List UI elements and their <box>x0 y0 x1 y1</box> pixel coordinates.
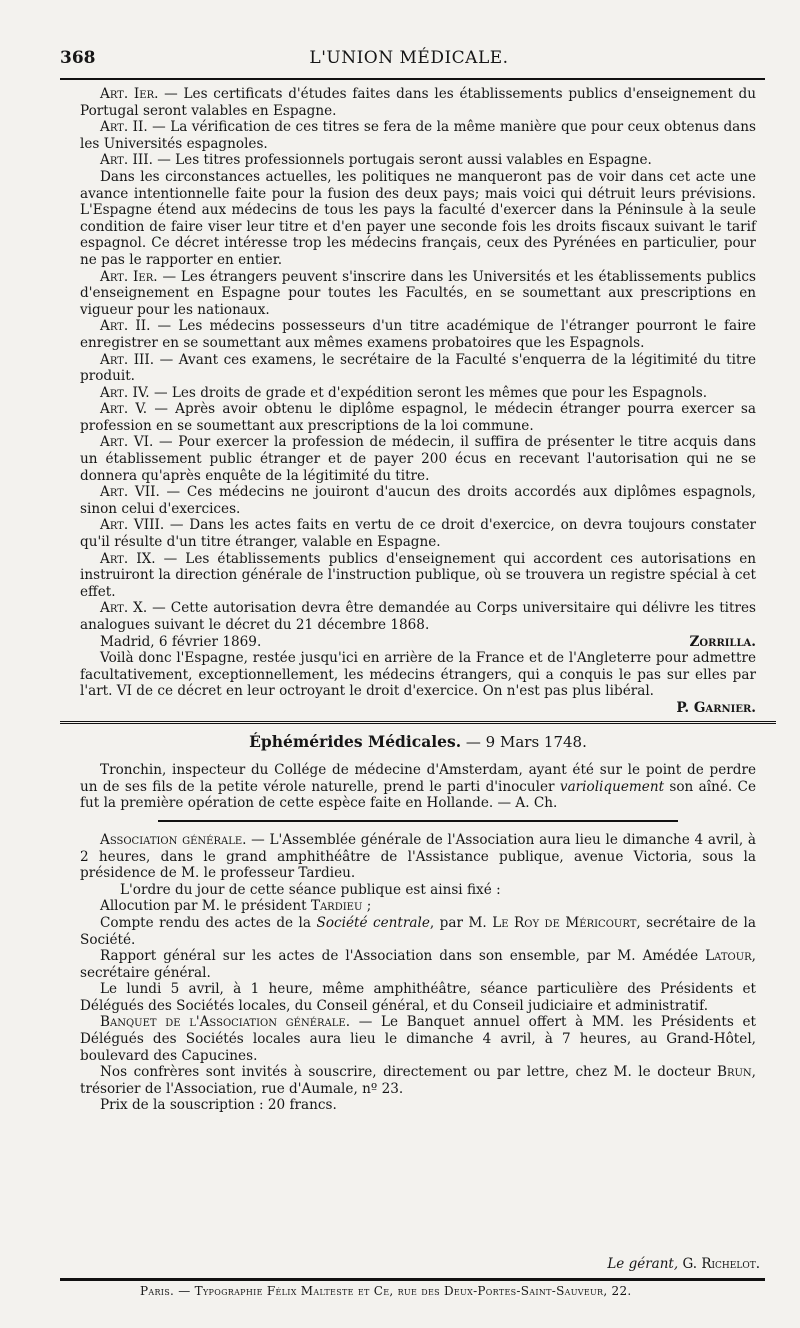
article-label: Art. Ier. <box>100 86 159 102</box>
decree2-article <box>80 517 756 550</box>
association-lead: Association générale. <box>100 831 247 848</box>
gerant-line <box>607 1256 760 1272</box>
banquet-price: Prix de la souscription : 20 francs. <box>100 1097 337 1114</box>
item-text-b: , par M. <box>429 914 493 931</box>
header-rule <box>60 78 765 80</box>
footer-rule <box>60 1278 765 1281</box>
article-label: Art. III. <box>100 152 153 169</box>
invite-name: Brun <box>716 1064 752 1081</box>
banquet-lead: Banquet de l'Association générale. <box>100 1014 351 1031</box>
article-text: — Les titres professionnels portugais seront aussi valables en Espagne. <box>152 152 652 169</box>
item-text-c: , secrétaire de la Société. <box>80 914 756 948</box>
decree-signature <box>100 634 756 651</box>
agenda-item-2 <box>80 915 756 948</box>
item-text: Rapport général sur les actes de l'Association dans son ensemble, par M. Amédée <box>100 948 706 965</box>
article-text: — Les droits de grade et d'expédition seront les mêmes que pour les Espagnols. <box>149 384 708 401</box>
decree2-article <box>80 551 756 601</box>
item-end: ; <box>362 898 372 915</box>
decree2-article <box>80 385 756 402</box>
article-text: — Les médecins possesseurs d'un titre académique de l'étranger pourront le faire enregistrer en se soumettant aux mêmes examens probatoires que les Espagnols. <box>80 318 756 351</box>
article-text: — Après avoir obtenu le diplôme espagnol, le médecin étranger pourra exercer sa profession en se soumettant aux prescriptions de la loi commune. <box>80 401 756 434</box>
ephemerides-date: — 9 Mars 1748. <box>461 732 587 751</box>
decree2-article <box>80 401 756 434</box>
article-label: Art. VI. <box>100 434 154 451</box>
item-text-b: , secrétaire général. <box>80 948 756 981</box>
section-rule <box>158 820 678 822</box>
article-text: — Les établissements publics d'enseignement qui accordent ces autorisations en instruiront la direction générale de l'instruction publique, où se trouvera un registre spécial à cet effet. <box>80 550 756 600</box>
ephemerides-heading <box>80 731 756 751</box>
gerant-name: G. Richelot. <box>682 1256 760 1272</box>
article-label: Art. IX. <box>100 550 156 567</box>
ephemerides-text <box>80 762 756 812</box>
section-double-rule <box>60 721 776 724</box>
decree2-article <box>80 484 756 517</box>
printer-imprint: Paris. — Typographie Félix Malteste et Ce, rue des Deux-Portes-Saint-Sauveur, 22. <box>140 1284 632 1298</box>
item-name: Le Roy de Méricourt <box>492 914 637 931</box>
article-text: — Les certificats d'études faites dans les établissements publics d'enseignement du Portugal seront valables en Espagne. <box>80 86 756 119</box>
decree2-article <box>80 352 756 385</box>
invite-text: Nos confrères sont invités à souscrire, directement ou par lettre, chez M. le docteur <box>100 1064 717 1081</box>
article-text: — Pour exercer la profession de médecin, il suffira de présenter le titre acquis dans un établissement public étranger et de payer 200 écus en recevant l'autorisation qui ne se donnera qu'après enquête de la légitimité du titre. <box>80 434 756 484</box>
author: P. Garnier. <box>676 699 756 716</box>
banquet-invite <box>80 1064 756 1097</box>
article-text: — La vérification de ces titres se fera de la même manière que pour ceux obtenus dans les Universités espagnoles. <box>80 119 756 152</box>
decree1-art2 <box>80 119 756 152</box>
decree2-article <box>80 434 756 484</box>
conclusion-paragraph: Voilà donc l'Espagne, restée jusqu'ici en arrière de la France et de l'Angleterre pour admettre facultativement, exceptionnellement, les médecins étrangers, qui a conquis le pas sur elles par l'art. VI de ce décret en leur octroyant le droit d'exercice. On n'est pas plus libéral. <box>80 650 756 700</box>
article-text: — Dans les actes faits en vertu de ce droit d'exercice, on devra toujours constater qu'il résulte d'un titre étranger, valable en Espagne. <box>80 517 756 551</box>
article-label: Art. V. <box>100 401 148 418</box>
article-text: — Les étrangers peuvent s'inscrire dans les Universités et les établissements publics d'enseignement en Espagne pour toutes les Facultés, en se soumettant aux prescriptions en vigueur pour les nationaux. <box>80 268 756 318</box>
decree2-article <box>80 269 756 319</box>
agenda-item-1 <box>80 898 756 915</box>
article-label: Art. VII. <box>100 484 160 501</box>
association-intro <box>80 832 756 882</box>
article-text: — Avant ces examens, le secrétaire de la Faculté s'enquerra de la légitimité du titre produit. <box>80 351 756 385</box>
decree2-article <box>80 600 756 633</box>
article-text: — Cette autorisation devra être demandée au Corps universitaire qui délivre les titres analogues suivant le décret du 21 décembre 1868. <box>80 600 756 633</box>
decree1-art1 <box>80 86 756 119</box>
order-intro: L'ordre du jour de cette séance publique est ainsi fixé : <box>120 881 501 898</box>
decree2-article <box>80 318 756 351</box>
journal-title: L'UNION MÉDICALE. <box>309 48 509 68</box>
article-label: Art. Ier. <box>100 268 158 285</box>
signatory: Zorrilla. <box>689 633 756 650</box>
article-label: Art. VIII. <box>100 517 165 534</box>
item-text: Compte rendu des actes de la <box>100 914 317 931</box>
gerant-label: Le gérant, <box>607 1256 679 1272</box>
decree1-art3 <box>80 152 756 169</box>
item-name: Latour <box>705 948 752 965</box>
page-number: 368 <box>60 48 96 68</box>
place-date: Madrid, 6 février 1869. <box>100 633 262 650</box>
article-body <box>80 86 756 1114</box>
commentary-paragraph: Dans les circonstances actuelles, les politiques ne manqueront pas de voir dans cet acte une avance intentionnelle faite pour la fusion des deux pays; mais voici qui détruit leurs prévisions. L'Espagne étend aux médecins de tous les pays la faculté d'exercer dans la Péninsule à la seule condition de faire viser leur titre et d'en payer une seconde fois les droits fiscaux suivant le tarif espagnol. Ce décret intéresse trop les médecins français, ceux des Pyrénées en particulier, pour ne pas le rapporter en entier. <box>80 168 756 268</box>
page-header <box>60 48 758 74</box>
banquet-text: — Le Banquet annuel offert à MM. les Présidents et Délégués des Sociétés locales aura lieu le dimanche 4 avril, à 7 heures, au Grand-Hôtel, boulevard des Capucines. <box>80 1014 756 1064</box>
article-label: Art. IV. <box>100 384 150 401</box>
ephemerides-title: Éphémérides Médicales. <box>249 731 462 751</box>
decree2-articles <box>80 269 756 634</box>
item-text: Allocution par M. le président <box>100 898 311 915</box>
article-label: Art. II. <box>100 318 151 335</box>
ephemerides-text-b: son aîné. Ce fut la première opération de cette espèce faite en Hollande. — A. Ch. <box>80 778 756 812</box>
article-text: — Ces médecins ne jouiront d'aucun des droits accordés aux diplômes espagnols, sinon celui d'exercices. <box>80 484 756 517</box>
item-italic: Société centrale <box>316 914 430 931</box>
ephemerides-italic: varioliquement <box>559 778 665 795</box>
item-name: Tardieu <box>310 898 363 915</box>
article-label: Art. III. <box>100 351 155 368</box>
article-label: Art. X. <box>100 600 148 617</box>
banquet-paragraph <box>80 1014 756 1064</box>
invite-text-b: , trésorier de l'Association, rue d'Aumale, nº 23. <box>80 1064 756 1097</box>
association-intro-text: — L'Assemblée générale de l'Association aura lieu le dimanche 4 avril, à 2 heures, dans le grand amphithéâtre de l'Assistance publique, avenue Victoria, sous la présidence de M. le professeur Tardieu. <box>80 831 756 882</box>
ephemerides-text-a: Tronchin, inspecteur du Collége de médecine d'Amsterdam, ayant été sur le point de perdre un de ses fils de la petite vérole naturelle, prend le parti d'inoculer <box>80 762 756 795</box>
agenda-item-3 <box>80 948 756 981</box>
article-label: Art. II. <box>100 119 148 136</box>
agenda-item-4: Le lundi 5 avril, à 1 heure, même amphithéâtre, séance particulière des Présidents et Délégués des Sociétés locales, du Conseil général, et du Conseil judiciaire et administratif. <box>80 981 756 1014</box>
